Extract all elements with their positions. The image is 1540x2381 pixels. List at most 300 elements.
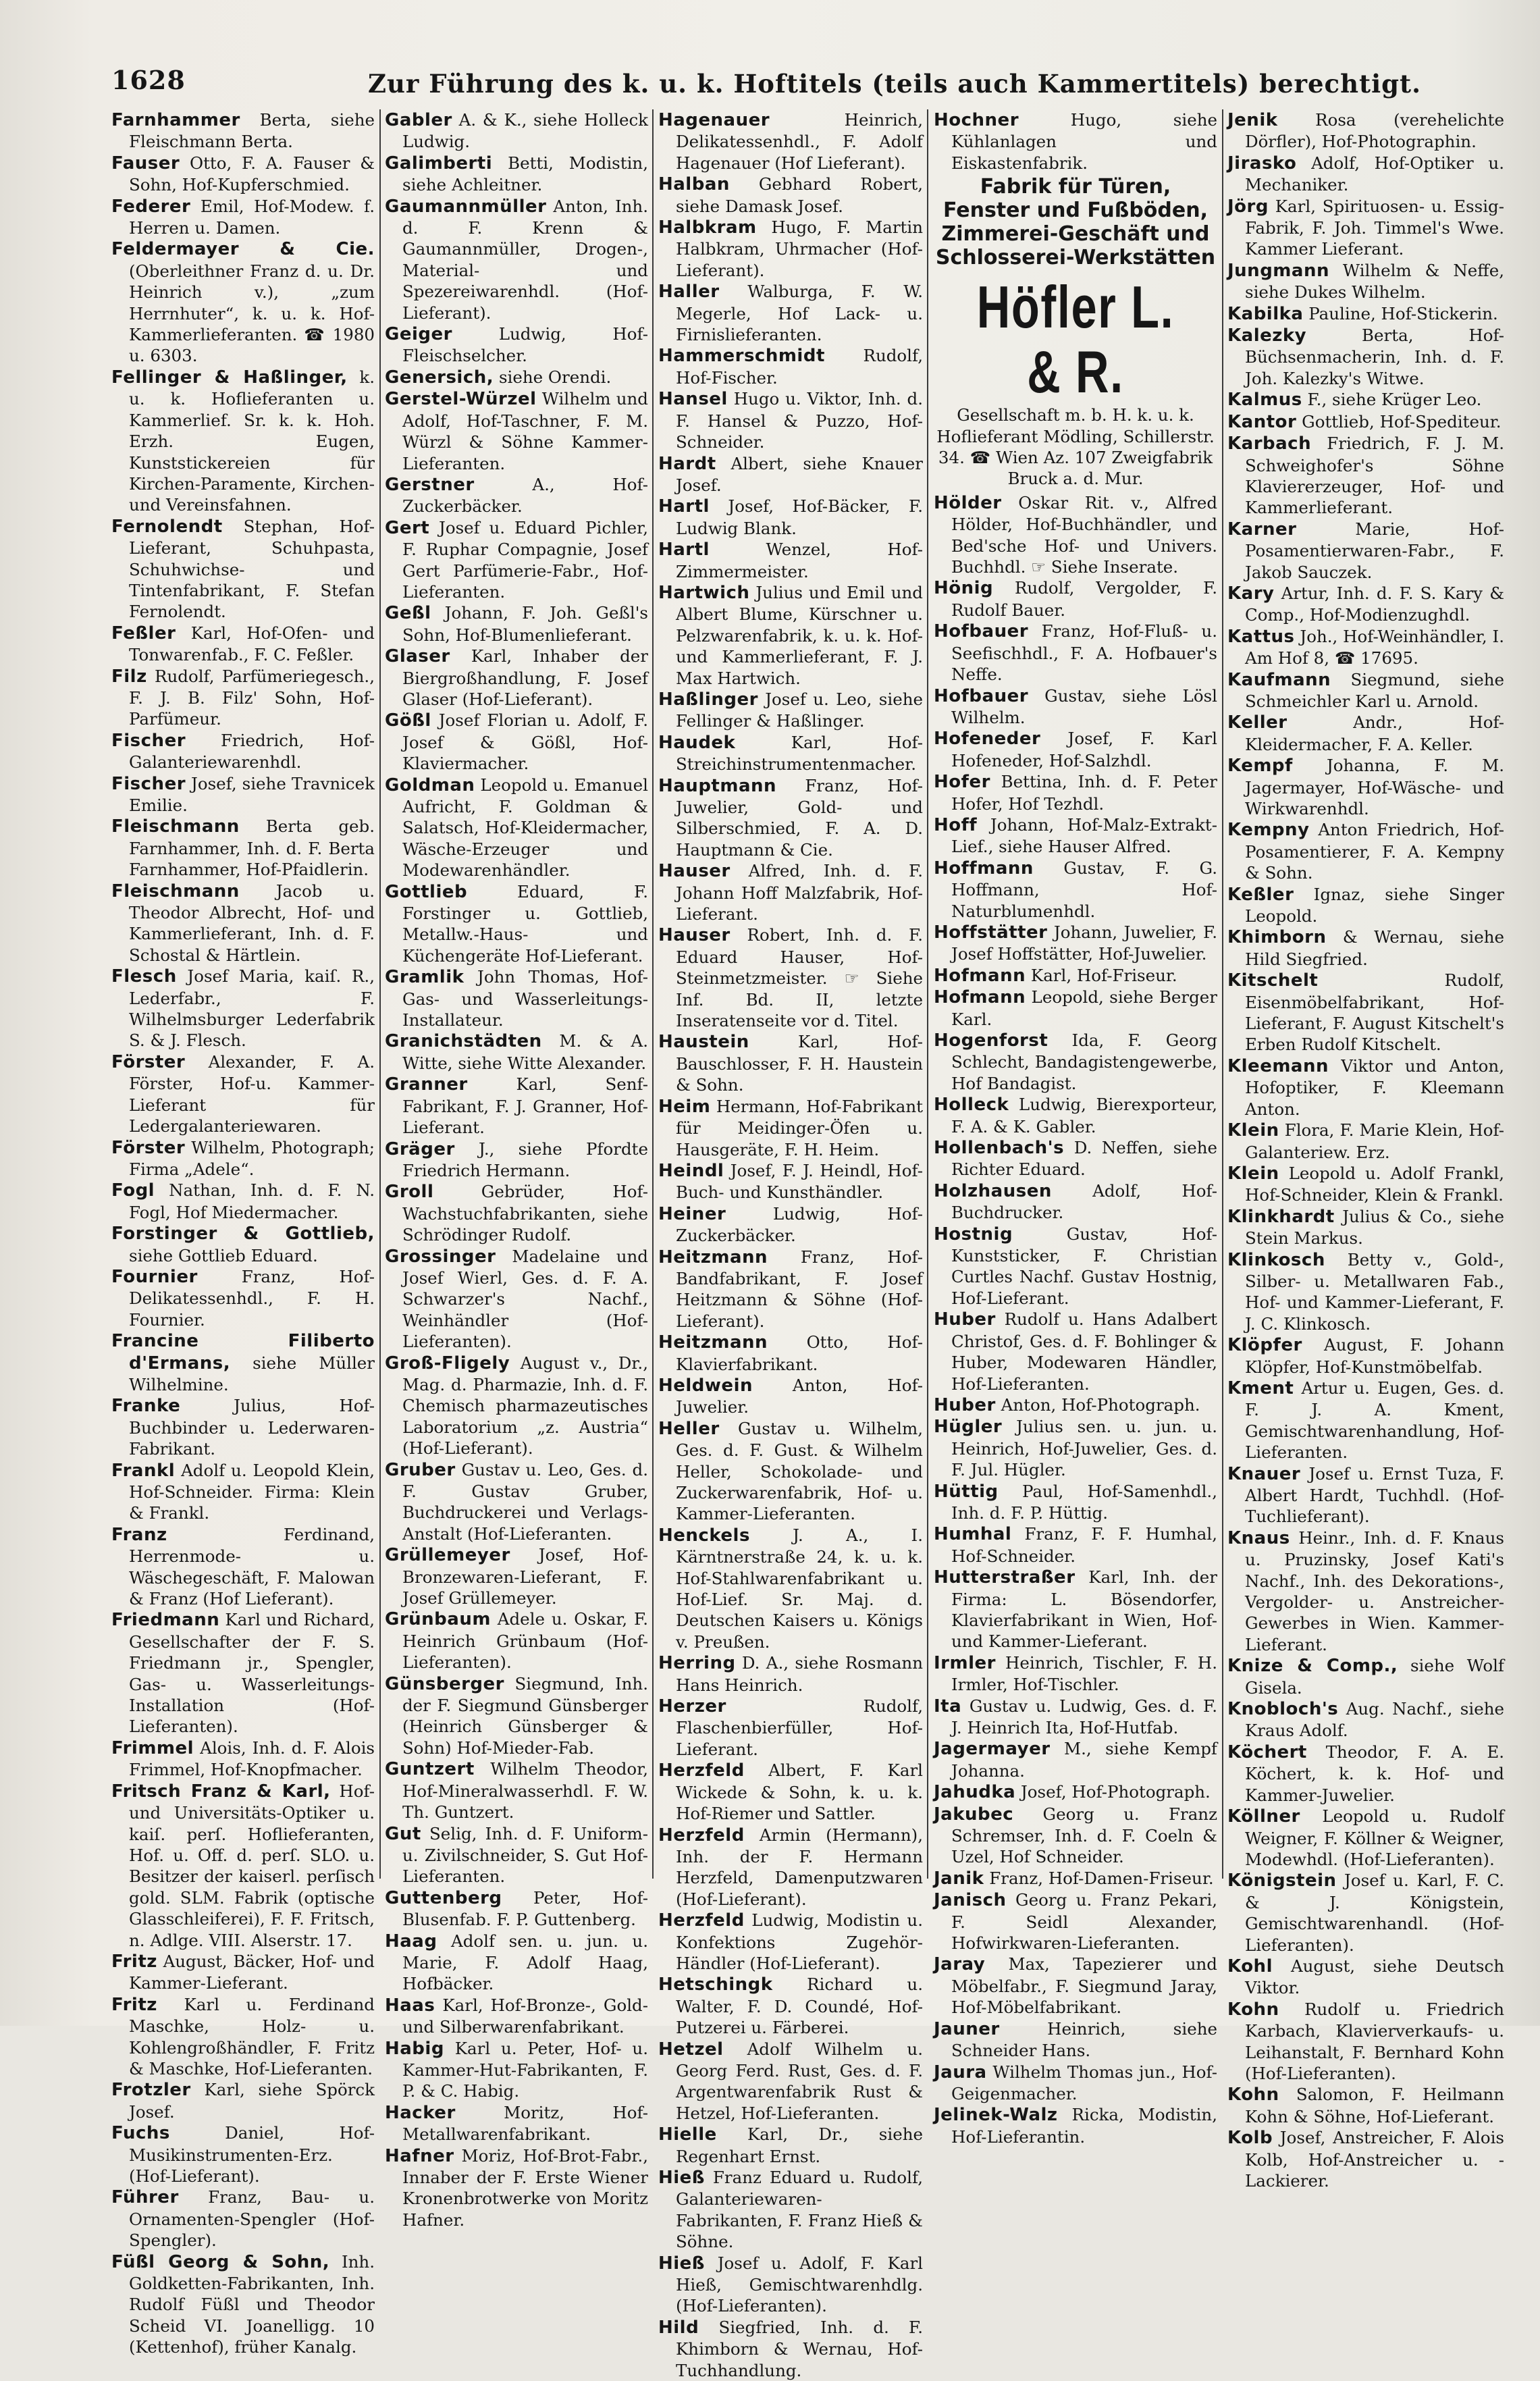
page-header: Zur Führung des k. u. k. Hoftitels (teils auch Kammertitels) berechtigt. [368, 69, 1421, 99]
directory-entry [658, 775, 923, 861]
directory-entry [385, 775, 648, 881]
entry-details: Pauline, Hof-Stickerin. [1308, 303, 1498, 323]
directory-entry [385, 1673, 648, 1759]
entry-details: Rudolf, Eisenmöbelfabrikant, Hof-Lieferant, F. August Kitschelt's Erben Rudolf Kitschelt. [1245, 970, 1504, 1055]
entry-surname: Förster [111, 1137, 186, 1158]
entry-surname: Holzhausen [934, 1180, 1052, 1201]
entry-details: Betti, Modistin, siehe Achleitner. [402, 153, 648, 195]
entry-surname: Forstinger & Gottlieb, [111, 1224, 375, 1245]
directory-entry [658, 1696, 923, 1760]
directory-entry [111, 516, 375, 623]
entry-details: Josef u. Karl, F. C. & J. Königstein, Gemischtwarenhandl. (Hof-Lieferanten). [1245, 1870, 1504, 1955]
directory-entry [934, 1309, 1217, 1394]
entry-surname: Hoffmann [934, 858, 1034, 879]
entry-details: siehe Orendi. [498, 367, 612, 387]
directory-entry [1227, 2127, 1504, 2191]
entry-surname: Jörg [1227, 196, 1269, 217]
entry-details: Rosa (verehelichte Dörfler), Hof-Photographin. [1245, 110, 1504, 152]
entry-surname: Franke [111, 1396, 181, 1417]
directory-entry [111, 966, 375, 1051]
directory-entry [1227, 583, 1504, 626]
directory-entry [934, 1868, 1217, 1889]
directory-entry [111, 1994, 375, 2080]
directory-entry [111, 109, 375, 153]
directory-entry [385, 367, 648, 388]
entry-details: Heinrich, Tischler, F. H. Irmler, Hof-Tischler. [951, 1652, 1217, 1695]
directory-entry [1227, 1527, 1504, 1655]
directory-entry [111, 1330, 375, 1395]
directory-entry [658, 1375, 923, 1418]
entry-surname: Kalmus [1227, 390, 1302, 411]
directory-entry [385, 2102, 648, 2145]
entry-surname: Geßl [385, 603, 431, 624]
entry-details: Karl und Richard, Gesellschafter der F. S. Friedmann jr., Spengler, Gas- u. Wasserleitungs-Installation (Hof-Lieferanten). [129, 1610, 375, 1737]
entry-details: Madelaine und Josef Wierl, Ges. d. F. A. Schwarzer's Nachf., Weinhändler (Hof-Lieferanten). [402, 1246, 648, 1352]
entry-details: siehe Gottlieb Eduard. [129, 1245, 318, 1265]
entry-details: Hugo, siehe Kühlanlagen und Eiskastenfabrik. [951, 110, 1217, 173]
entry-surname: Haßlinger [658, 689, 758, 710]
entry-surname: Grüllemeyer [385, 1545, 510, 1566]
entry-details: Nathan, Inh. d. F. N. Fogl, Hof Miedermacher. [129, 1180, 375, 1222]
entry-surname: Frankl [111, 1460, 176, 1481]
directory-entry [385, 1758, 648, 1823]
directory-entry [385, 881, 648, 967]
directory-entry [111, 1266, 375, 1330]
entry-surname: Kohl [1227, 1956, 1273, 1977]
directory-entry [934, 1652, 1217, 1696]
directory-entry [658, 1247, 923, 1332]
entry-details: Paul, Hof-Samenhdl., Inh. d. F. P. Hüttig. [951, 1481, 1217, 1523]
entry-surname: Groll [385, 1182, 434, 1203]
entry-details: Rudolf, Vergolder, F. Rudolf Bauer. [951, 578, 1217, 620]
entry-surname: Gottlieb [385, 881, 468, 902]
directory-entry [1227, 884, 1504, 927]
directory-entry [385, 2038, 648, 2102]
entry-details: Julius & Co., siehe Stein Markus. [1245, 1206, 1504, 1249]
directory-entry [385, 1459, 648, 1545]
directory-entry [111, 367, 375, 516]
entry-surname: Jaray [934, 1954, 986, 1975]
directory-entry [1227, 1163, 1504, 1206]
directory-entry [385, 388, 648, 474]
directory-entry [658, 1418, 923, 1525]
entry-surname: Hafner [385, 2145, 454, 2166]
entry-details: Gustav, Hof-Kunststicker, F. Christian Curtles Nachf. Gustav Hostnig, Hof-Lieferant. [951, 1224, 1217, 1308]
entry-surname: Hofbauer [934, 621, 1029, 642]
advertisement-firm-name: Höfler L. & R. [976, 273, 1175, 406]
entry-details: Walburga, F. W. Megerle, Hof Lack- u. Firnislieferanten. [676, 282, 923, 345]
directory-entry [658, 2039, 923, 2124]
entry-details: A. & K., siehe Holleck Ludwig. [402, 110, 649, 152]
directory-entry [1227, 1249, 1504, 1335]
entry-details: Gebhard Robert, siehe Damask Josef. [676, 174, 923, 216]
entry-details: Berta, siehe Fleischmann Berta. [129, 110, 375, 152]
entry-details: Alfred, Inh. d. F. Johann Hoff Malzfabrik, Hof-Lieferant. [676, 861, 923, 924]
entry-surname: Hofbauer [934, 685, 1029, 706]
directory-entry [111, 1460, 375, 1524]
directory-entry [385, 153, 648, 196]
entry-details: Andr., Hof-Kleidermacher, F. A. Keller. [1245, 712, 1504, 754]
entry-details: Inh. Goldketten-Fabrikanten, Inh. Rudolf Füßl und Theodor Scheid VI. Joanelligg. 10 (Kettenhof), früher Kanalg. [129, 2251, 375, 2357]
directory-entry [385, 1823, 648, 1887]
directory-entry [934, 2062, 1217, 2105]
entry-details: Karl, Inhaber der Biergroßhandlung, F. Josef Glaser (Hof-Lieferant). [402, 646, 649, 709]
entry-surname: Hielle [658, 2124, 717, 2145]
directory-entry [934, 685, 1217, 729]
entry-details: Alexander, F. A. Förster, Hof-u. Kammer-Lieferant für Ledergalanteriewaren. [129, 1051, 375, 1136]
entry-surname: Köchert [1227, 1742, 1307, 1762]
entry-surname: Hofmann [934, 965, 1026, 986]
directory-entry [1227, 755, 1504, 819]
directory-entry [1227, 389, 1504, 411]
entry-surname: Haudek [658, 732, 736, 753]
entry-surname: Füßl Georg & Sohn, [111, 2251, 330, 2272]
entry-surname: Holleck [934, 1095, 1009, 1116]
entry-surname: Fernolendt [111, 516, 223, 537]
directory-entry [658, 1910, 923, 1974]
entry-surname: Jahudka [934, 1782, 1016, 1803]
entry-surname: Kary [1227, 583, 1275, 604]
directory-entry [111, 153, 375, 196]
directory-entry [1227, 2084, 1504, 2127]
directory-entry [111, 2187, 375, 2251]
entry-details: Karl, Hof-Streichinstrumentenmacher. [676, 732, 923, 775]
entry-details: Robert, Inh. d. F. Eduard Hauser, Hof-Steinmetzmeister. ☞ Siehe Inf. Bd. II, letzte Inseratenseite vor d. Titel. [676, 925, 923, 1031]
directory-entry [934, 858, 1217, 922]
directory-entry [658, 924, 923, 1031]
column-5 [1227, 109, 1505, 2191]
directory-entry [658, 1332, 923, 1375]
entry-surname: Hauser [658, 861, 731, 882]
entry-surname: Franz [111, 1524, 167, 1545]
entry-details: Georg u. Franz Pekari, F. Seidl Alexander, Hofwirkwaren-Lieferanten. [951, 1890, 1217, 1954]
entry-details: Otto, Hof-Klavierfabrikant. [676, 1332, 923, 1374]
entry-surname: Francine Filiberto d'Ermans, [111, 1331, 375, 1373]
entry-details: Julius, Hof-Buchbinder u. Lederwaren-Fabrikant. [129, 1396, 375, 1459]
directory-entry [658, 2124, 923, 2167]
entry-details: Siegmund, Inh. der F. Siegmund Günsberger (Heinrich Günsberger & Sohn) Hof-Mieder-Fab. [402, 1673, 648, 1758]
entry-details: Josef, Hof-Photograph. [1020, 1782, 1211, 1802]
directory-entry [1227, 712, 1504, 755]
entry-surname: Groß-Fligely [385, 1353, 510, 1373]
entry-surname: Herzer [658, 1696, 726, 1717]
directory-entry [658, 689, 923, 732]
entry-details: Siegfried, Inh. d. F. Khimborn & Wernau, Hof-Tuchhandlung. [676, 2317, 923, 2380]
entry-details: Josef Florian u. Adolf, F. Josef & Gößl, Hof-Klaviermacher. [402, 710, 648, 774]
entry-surname: Heller [658, 1418, 720, 1439]
entry-details: Adolf Wilhelm u. Georg Ferd. Rust, Ges. d. F. Argentwarenfabrik Rust & Hetzel, Hof-Lieferanten. [676, 2039, 923, 2123]
entry-details: Adolf, Hof-Optiker u. Mechaniker. [1245, 153, 1504, 195]
entry-details: D. A., siehe Rosmann Hans Heinrich. [676, 1653, 923, 1695]
entry-surname: Kempny [1227, 820, 1310, 841]
directory-entry [934, 1696, 1217, 1739]
entry-details: M. & A. Witte, siehe Witte Alexander. [402, 1031, 648, 1073]
entry-details: J., siehe Pfordte Friedrich Hermann. [402, 1139, 648, 1180]
entry-surname: Farnhammer [111, 110, 240, 130]
entry-details: Josef u. Leo, siehe Fellinger & Haßlinger. [676, 689, 923, 731]
directory-entry [111, 1524, 375, 1610]
entry-surname: Herzfeld [658, 1760, 745, 1781]
entry-surname: Klöpfer [1227, 1335, 1302, 1356]
entry-details: Johann, F. Joh. Geßl's Sohn, Hof-Blumenlieferant. [402, 603, 648, 645]
entry-details: John Thomas, Hof-Gas- und Wasserleitungs-Installateur. [402, 967, 648, 1030]
column-2 [385, 109, 649, 2230]
directory-entry [111, 2251, 375, 2358]
entry-details: Julius und Emil und Albert Blume, Kürschner u. Pelzwarenfabrik, k. u. k. Hof- und Kammerlieferant, F. J. Max Hartwich. [676, 582, 923, 688]
entry-details: Wilhelm Theodor, Hof-Mineralwasserhdl. F. W. Th. Guntzert. [402, 1759, 648, 1823]
entry-surname: Irmler [934, 1652, 996, 1673]
entry-details: Artur, Inh. d. F. S. Kary & Comp., Hof-Modienzughdl. [1245, 583, 1504, 625]
directory-entry [1227, 926, 1504, 970]
advertisement-details: Gesellschaft m. b. H. k. u. k. Hoflieferant Mödling, Schillerstr. 34. ☎ Wien Az. 107 Zweigfabrik Bruck a. d. Mur. [936, 405, 1215, 489]
entry-surname: Hieß [658, 2253, 706, 2274]
entry-surname: Flesch [111, 966, 177, 987]
directory-entry [1227, 970, 1504, 1055]
entry-details: Gebrüder, Hof-Wachstuchfabrikanten, siehe Schrödinger Rudolf. [402, 1182, 648, 1245]
directory-entry [934, 109, 1217, 174]
column-1 [111, 109, 375, 2357]
entry-surname: Herzfeld [658, 1910, 745, 1931]
directory-entry [385, 1353, 648, 1459]
entry-surname: Fritz [111, 1994, 157, 2015]
directory-entry [385, 1074, 648, 1138]
entry-surname: Herzfeld [658, 1825, 745, 1846]
directory-entry [1227, 1055, 1504, 1120]
directory-entry [658, 109, 923, 174]
directory-entry [934, 814, 1217, 858]
entry-details: Karl, Hof-Bauschlosser, F. H. Haustein & Sohn. [676, 1032, 923, 1095]
entry-details: Josef u. Eduard Pichler, F. Ruphar Compagnie, Josef Gert Parfümerie-Fabr., Hof-Lieferanten. [402, 517, 648, 602]
entry-surname: Knize & Comp., [1227, 1656, 1398, 1677]
directory-entry [385, 710, 648, 774]
directory-entry [111, 1051, 375, 1137]
column-divider [1222, 109, 1223, 1879]
entry-details: J. A., I. Kärntnerstraße 24, k. u. k. Hof-Stahlwarenfabrikant u. Hof-Lief. Sr. Maj. d. Deutschen Kaisers u. Königs v. Preußen. [676, 1525, 923, 1652]
entry-details: Bettina, Inh. d. F. Peter Hofer, Hof Tezhdl. [951, 772, 1217, 814]
entry-details: Karl u. Ferdinand Maschke, Holz- u. Kohlengroßhändler, F. Fritz & Maschke, Hof-Lieferanten. [129, 1994, 375, 2078]
entry-details: Franz, Bau- u. Ornamenten-Spengler (Hof-Spengler). [129, 2187, 375, 2251]
directory-entry [111, 1395, 375, 1459]
entry-surname: Hügler [934, 1417, 1003, 1438]
entry-details: Hermann, Hof-Fabrikant für Meidinger-Öfen u. Hausgeräte, F. H. Heim. [676, 1096, 923, 1159]
entry-details: Aug. Nachf., siehe Kraus Adolf. [1245, 1699, 1504, 1741]
entry-details: Anton, Inh. d. F. Krenn & Gaumannmüller, Drogen-, Material- und Spezereiwarenhdl. (Hof-Lieferant). [402, 196, 648, 323]
entry-surname: Hartl [658, 496, 710, 517]
entry-surname: Hammerschmidt [658, 346, 825, 367]
entry-details: Karl, Spirituosen- u. Essig-Fabrik, F. Joh. Timmel's Wwe. Kammer Lieferant. [1245, 196, 1505, 259]
entry-surname: Hostnig [934, 1224, 1013, 1245]
entry-details: Franz, Hof-Damen-Friseur. [989, 1868, 1214, 1888]
entry-surname: Frimmel [111, 1737, 194, 1758]
entry-details: Flora, F. Marie Klein, Hof-Galanteriew. Erz. [1245, 1120, 1504, 1162]
entry-surname: Halbkram [658, 217, 757, 238]
directory-entry [934, 1523, 1217, 1567]
directory-entry [111, 623, 375, 666]
entry-details: Leopold, siehe Berger Karl. [951, 987, 1217, 1029]
directory-entry [934, 492, 1217, 578]
entry-details: Leopold u. Rudolf Weigner, F. Köllner & Weigner, Modewhdl. (Hof-Lieferanten). [1245, 1806, 1504, 1869]
directory-entry [934, 1781, 1217, 1803]
directory-entry [111, 881, 375, 966]
entry-surname: Klinkhardt [1227, 1206, 1335, 1227]
entry-surname: Keller [1227, 712, 1287, 733]
directory-entry [934, 1889, 1217, 1954]
entry-surname: Hüttig [934, 1481, 999, 1502]
directory-entry [385, 1995, 648, 2038]
directory-entry [111, 1609, 375, 1737]
directory-entry [658, 1974, 923, 2038]
entry-surname: Jenik [1227, 110, 1278, 130]
directory-entry [1227, 1806, 1504, 1870]
entry-details: Karl, Senf-Fabrikant, F. J. Granner, Hof-Lieferant. [402, 1074, 648, 1138]
directory-entry [1227, 1120, 1504, 1163]
entry-surname: Hogenforst [934, 1030, 1048, 1051]
directory-entry [1227, 819, 1504, 883]
entry-surname: Ita [934, 1696, 962, 1717]
directory-entry [934, 922, 1217, 965]
entry-surname: Hoff [934, 814, 978, 835]
entry-details: Rudolf u. Hans Adalbert Christof, Ges. d. F. Bohlinger & Huber, Modewaren Händler, Hof-Lieferanten. [951, 1309, 1217, 1394]
entry-details: Betty v., Gold-, Silber- u. Metallwaren Fab., Hof- und Kammer-Lieferant, F. J. C. Klinkosch. [1245, 1249, 1504, 1334]
entry-surname: Janisch [934, 1890, 1007, 1911]
entry-details: Hugo u. Viktor, Inh. d. F. Hansel & Puzzo, Hof-Schneider. [676, 389, 924, 452]
entry-surname: Jaura [934, 2062, 987, 2083]
entry-details: Karl, Inh. der Firma: L. Bösendorfer, Klavierfabrikant in Wien, Hof- und Kammer-Lieferant. [951, 1567, 1217, 1652]
entry-surname: Günsberger [385, 1673, 504, 1694]
entry-details: Ferdinand, Herrenmode- u. Wäschegeschäft, F. Malowan & Franz (Hof Lieferant). [129, 1524, 375, 1609]
entry-details: siehe Müller Wilhelmine. [129, 1353, 375, 1394]
directory-entry [385, 602, 648, 646]
directory-entry [934, 1954, 1217, 2018]
entry-details: Rudolf u. Friedrich Karbach, Klavierverkaufs- u. Leihanstalt, F. Bernhard Kohn (Hof-Lieferanten). [1245, 1999, 1505, 2083]
directory-entry [1227, 626, 1504, 669]
entry-details: & Wernau, siehe Hild Siegfried. [1245, 927, 1505, 969]
entry-details: Leopold u. Emanuel Aufricht, F. Goldman & Salatsch, Hof-Kleidermacher, Wäsche-Erzeuger und Modewarenhändler. [402, 775, 649, 881]
directory-entry [111, 1737, 375, 1781]
entry-surname: Guttenberg [385, 1887, 502, 1908]
directory-entry [658, 217, 923, 281]
entry-details: Ludwig, Hof-Zuckerbäcker. [676, 1203, 923, 1246]
entry-details: Friedrich, F. J. M. Schweighofer's Söhne Klaviererzeuger, Hof- und Kammerlieferant. [1245, 434, 1504, 518]
entry-surname: Haustein [658, 1032, 749, 1053]
entry-details: Anton, Hof-Photograph. [1001, 1394, 1200, 1415]
directory-entry [111, 1951, 375, 1994]
entry-surname: Heitzmann [658, 1332, 768, 1353]
entry-surname: Granichstädten [385, 1031, 542, 1052]
directory-entry [1227, 411, 1504, 433]
directory-entry [934, 577, 1217, 621]
entry-surname: Hofeneder [934, 729, 1041, 750]
entry-details: Wilhelm & Neffe, siehe Dukes Wilhelm. [1245, 260, 1504, 303]
entry-details: August, F. Johann Klöpfer, Hof-Kunstmöbelfab. [1245, 1335, 1504, 1377]
entry-surname: Königstein [1227, 1870, 1337, 1891]
entry-surname: Hölder [934, 492, 1002, 513]
directory-entry [111, 816, 375, 880]
entry-surname: Grünbaum [385, 1609, 491, 1630]
directory-entry [658, 453, 923, 496]
entry-surname: Hacker [385, 2102, 456, 2123]
entry-details: D. Neffen, siehe Richter Eduard. [951, 1138, 1217, 1180]
directory-entry [658, 539, 923, 582]
entry-surname: Guntzert [385, 1759, 475, 1780]
directory-entry [658, 281, 923, 345]
directory-entry [658, 1525, 923, 1652]
entry-details: Karl, Hof-Friseur. [1030, 965, 1177, 985]
entry-details: Karl u. Peter, Hof- u. Kammer-Hut-Fabrikanten, F. P. & C. Habig. [402, 2038, 648, 2101]
entry-surname: Glaser [385, 646, 450, 667]
directory-entry [385, 196, 648, 323]
entry-surname: Hetzel [658, 2039, 724, 2060]
entry-surname: Habig [385, 2038, 444, 2059]
entry-surname: Heiner [658, 1203, 726, 1224]
entry-details: Adele u. Oskar, F. Heinrich Grünbaum (Hof-Lieferanten). [402, 1609, 648, 1673]
directory-entry [934, 1567, 1217, 1652]
entry-details: Marie, Hof-Posamentierwaren-Fabr., F. Jakob Sauczek. [1245, 519, 1504, 582]
entry-surname: Kitschelt [1227, 970, 1319, 991]
directory-entry [385, 1246, 648, 1353]
directory-entry [934, 1137, 1217, 1180]
directory-entry [658, 1160, 923, 1203]
entry-surname: Gößl [385, 710, 431, 731]
entry-surname: Herring [658, 1653, 736, 1674]
column-divider [379, 109, 381, 1879]
entry-details: F., siehe Krüger Leo. [1307, 390, 1482, 410]
entry-details: Armin (Hermann), Inh. der F. Hermann Herzfeld, Damenputzwaren (Hof-Lieferant). [676, 1825, 923, 1909]
entry-details: Peter, Hof-Blusenfab. F. P. Guttenberg. [402, 1887, 648, 1930]
directory-entry [385, 1608, 648, 1673]
entry-details: Leopold u. Adolf Frankl, Hof-Schneider, Klein & Frankl. [1245, 1163, 1504, 1205]
directory-entry [385, 966, 648, 1030]
entry-details: Josef, Hof-Bronzewaren-Lieferant, F. Josef Grüllemeyer. [402, 1545, 648, 1608]
entry-details: Josef, F. Karl Hofeneder, Hof-Salzhdl. [951, 729, 1217, 770]
entry-details: Wilhelm und Adolf, Hof-Taschner, F. M. Würzl & Söhne Kammer-Lieferanten. [402, 389, 648, 473]
entry-surname: Heim [658, 1096, 711, 1117]
entry-details: Gustav u. Wilhelm, Ges. d. F. Gust. & Wilhelm Heller, Schokolade- und Zuckerwarenfabrik, Hof- u. Kammer-Lieferanten. [676, 1418, 923, 1524]
entry-details: Ludwig, Modistin u. Konfektions Zugehör-Händler (Hof-Lieferant). [676, 1910, 923, 1973]
entry-surname: Hauptmann [658, 775, 777, 796]
directory-entry [934, 1481, 1217, 1524]
entry-details: Emil, Hof-Modew. f. Herren u. Damen. [129, 196, 375, 238]
entry-surname: Fischer [111, 773, 186, 794]
entry-surname: Kantor [1227, 411, 1297, 432]
directory-entry [1227, 1378, 1504, 1463]
entry-surname: Fogl [111, 1180, 155, 1201]
directory-entry [1227, 433, 1504, 519]
entry-surname: Galimberti [385, 153, 493, 174]
entry-surname: Federer [111, 196, 191, 217]
entry-surname: Fellinger & Haßlinger, [111, 367, 348, 388]
directory-entry [111, 196, 375, 239]
entry-details: Albert, F. Karl Wickede & Sohn, k. u. k. Hof-Riemer und Sattler. [676, 1760, 923, 1824]
directory-entry [385, 323, 648, 367]
directory-entry [111, 1781, 375, 1951]
entry-details: Franz, Hof-Delikatessenhdl., F. H. Fournier. [129, 1266, 375, 1330]
directory-entry [1227, 1698, 1504, 1742]
entry-surname: Führer [111, 2187, 179, 2208]
entry-surname: Huber [934, 1309, 996, 1330]
entry-details: Gottlieb, Hof-Spediteur. [1302, 411, 1502, 431]
entry-surname: Feldermayer & Cie. [111, 239, 375, 260]
entry-surname: Knaus [1227, 1527, 1290, 1548]
entry-details: Johanna, F. M. Jagermayer, Hof-Wäsche- und Wirkwarenhdl. [1245, 756, 1504, 818]
directory-entry [385, 109, 648, 153]
entry-details: Jacob u. Theodor Albrecht, Hof- und Kammerlieferant, Inh. d. F. Schostal & Härtlein. [129, 881, 375, 965]
entry-surname: Gaumannmüller [385, 196, 547, 217]
entry-details: Julius sen. u. jun. u. Heinrich, Hof-Juwelier, Ges. d. F. Jul. Hügler. [951, 1417, 1217, 1480]
entry-surname: Fleischmann [111, 881, 240, 901]
entry-surname: Haas [385, 1995, 435, 2016]
directory-entry [1227, 1334, 1504, 1378]
